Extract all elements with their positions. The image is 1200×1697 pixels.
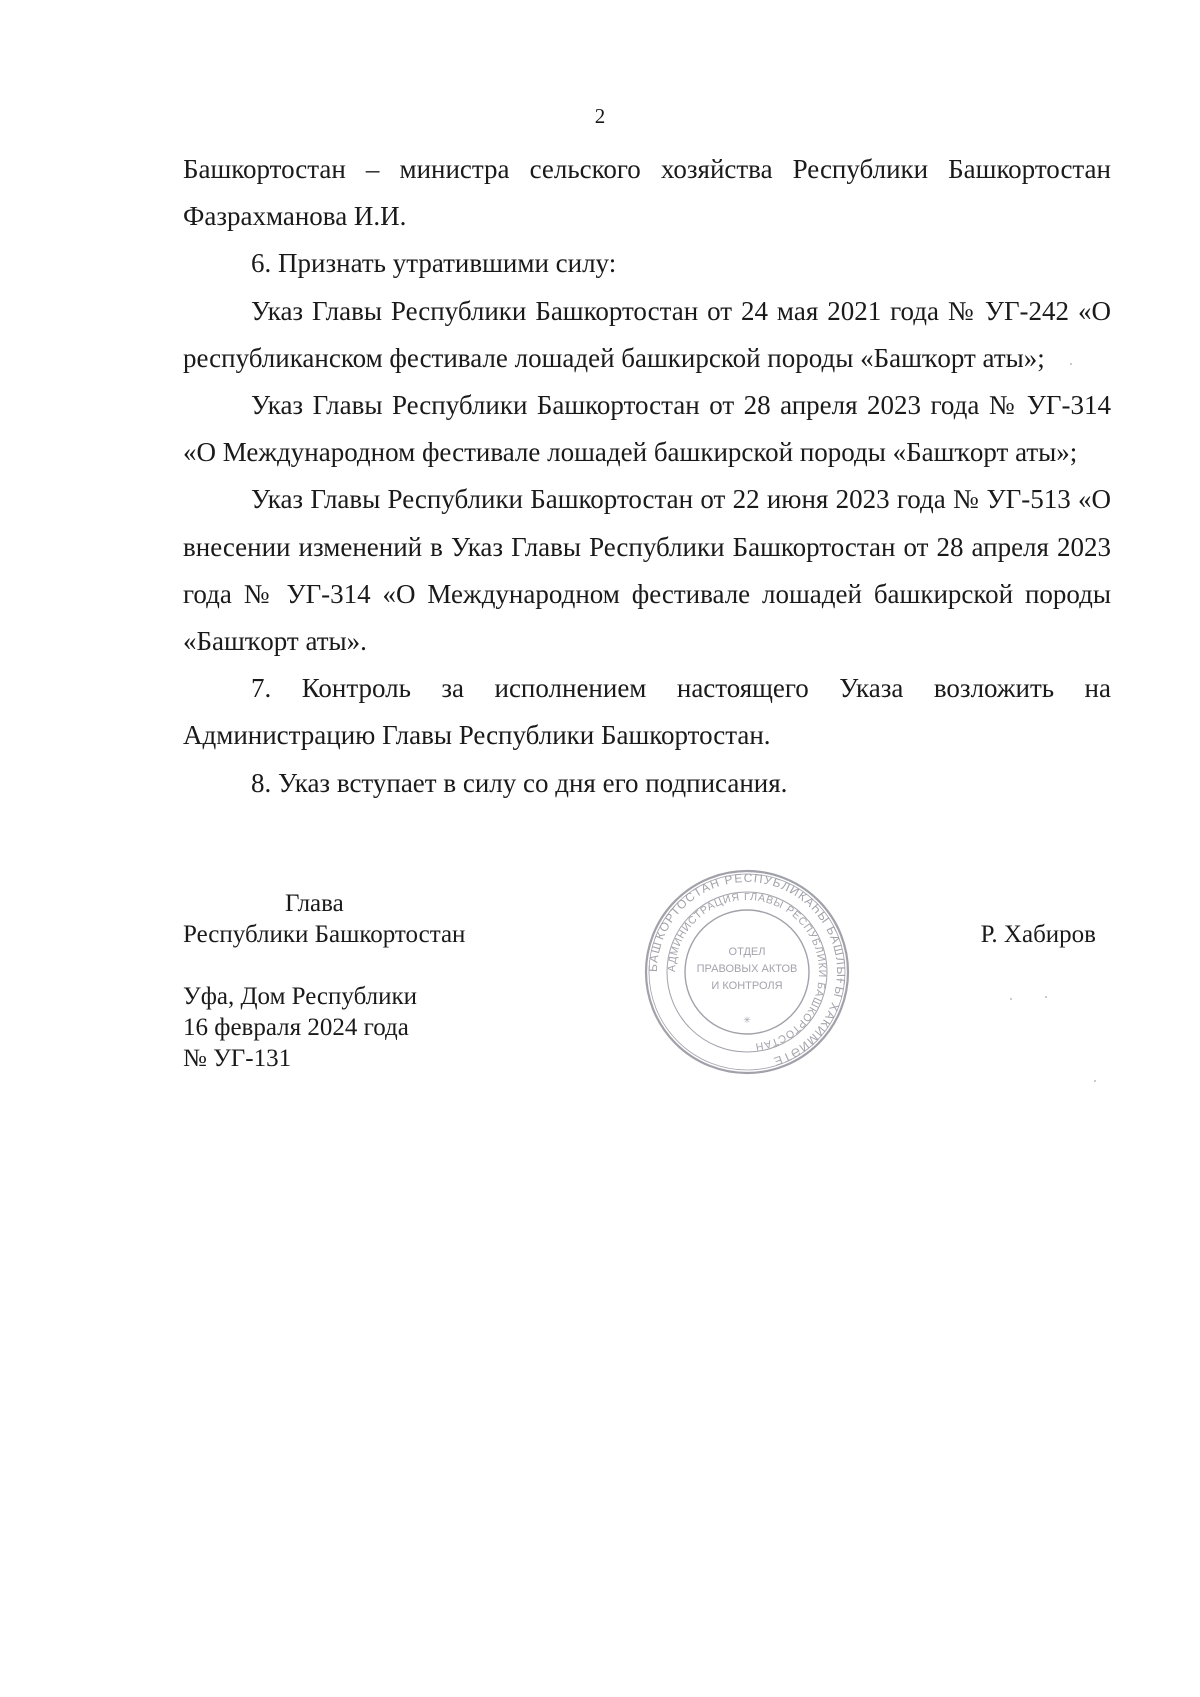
scan-speck bbox=[1045, 996, 1047, 998]
signature-title bbox=[183, 888, 465, 950]
decree-number: № УГ-131 bbox=[183, 1045, 292, 1072]
signing-place: Уфа, Дом Республики bbox=[183, 983, 418, 1010]
page-number: 2 bbox=[594, 104, 606, 128]
place-date-block bbox=[183, 981, 417, 1074]
signature-title-line1: Глава bbox=[285, 890, 344, 917]
seal-center-line1: ОТДЕЛ bbox=[728, 946, 766, 958]
seal-inner-ring-text: АДМИНИСТРАЦИЯ ГЛАВЫ РЕСПУБЛИКИ БАШКОРТОСТАН bbox=[665, 890, 829, 1053]
seal-center-line3: И КОНТРОЛЯ bbox=[711, 980, 783, 992]
paragraph-repealed-decree-314: Указ Главы Республики Башкортостан от 28 апреля 2023 года № УГ-314 «О Международном фестивале лошадей башкирской породы «Башҡорт аты»; bbox=[183, 390, 1111, 468]
paragraph-repealed-decree-242: Указ Главы Республики Башкортостан от 24 мая 2021 года № УГ-242 «О республиканском фестивале лошадей башкирской породы «Башҡорт аты»; bbox=[183, 295, 1111, 373]
paragraph-continuation: Башкортостан – министра сельского хозяйства Республики Башкортостан Фазрахманова И.И. bbox=[183, 154, 1111, 232]
signer-name: Р. Хабиров bbox=[980, 921, 1096, 948]
scan-speck bbox=[1070, 363, 1072, 365]
seal-center-line2: ПРАВОВЫХ АКТОВ bbox=[696, 963, 798, 975]
official-seal bbox=[642, 867, 852, 1077]
signature-title-line2: Республики Башкортостан bbox=[183, 921, 466, 948]
signing-date: 16 февраля 2024 года bbox=[183, 1014, 409, 1041]
paragraph-repealed-decree-513: Указ Главы Республики Башкортостан от 22 июня 2023 года № УГ-513 «О внесении изменений в Указ Главы Республики Башкортостан от 28 апреля 2023 года № УГ-314 «О Международном фестивале лошадей башкирской породы «Башҡорт аты». bbox=[183, 484, 1111, 657]
paragraph-7: 7. Контроль за исполнением настоящего Указа возложить на Администрацию Главы Республики Башкортостан. bbox=[183, 673, 1111, 751]
paragraph-6: 6. Признать утратившими силу: bbox=[251, 248, 617, 279]
paragraph-8: 8. Указ вступает в силу со дня его подписания. bbox=[251, 767, 788, 798]
scan-speck bbox=[1010, 998, 1012, 1000]
decree-body bbox=[183, 146, 1111, 807]
seal-outer-ring-text: БАШҠОРТОСТАН РЕСПУБЛИКАҺЫ БАШЛЫҒЫ ХАКИМИӘТЕ bbox=[645, 870, 849, 1069]
scan-speck bbox=[1094, 1080, 1096, 1082]
seal-star-icon: ✳ bbox=[743, 1016, 751, 1026]
